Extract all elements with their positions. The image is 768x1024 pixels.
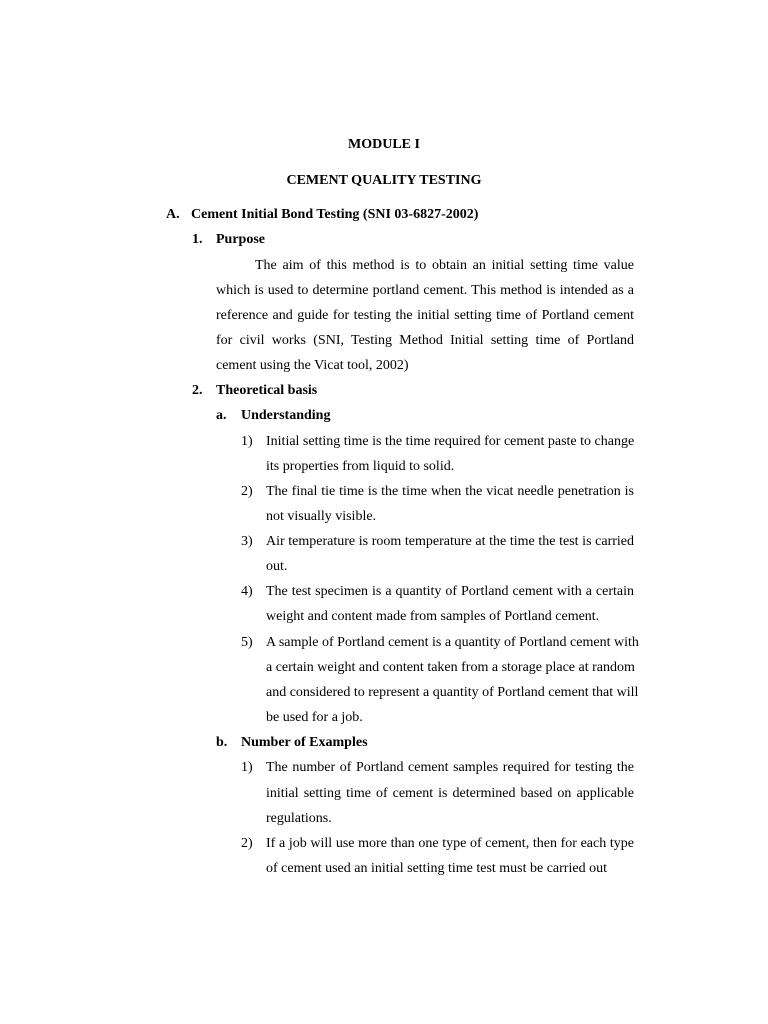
purpose-line: which is used to determine portland cement. This method is intended as a	[216, 283, 634, 298]
purpose-line: reference and guide for testing the initial setting time of Portland cement	[216, 308, 634, 323]
section-a-marker: A.	[166, 207, 180, 222]
list-item-number: 1)	[241, 434, 253, 449]
understanding-marker: a.	[216, 408, 227, 423]
examples-marker: b.	[216, 735, 228, 750]
theory-marker: 2.	[192, 383, 203, 398]
module-title: MODULE I	[348, 137, 420, 152]
list-item-line: its properties from liquid to solid.	[266, 459, 455, 474]
theory-heading: Theoretical basis	[216, 383, 318, 398]
list-item-line: Initial setting time is the time required for cement paste to change	[266, 434, 635, 449]
purpose-heading: Purpose	[216, 232, 265, 247]
list-item-line: The final tie time is the time when the vicat needle penetration is	[266, 484, 634, 499]
list-item-number: 2)	[241, 836, 253, 851]
list-item-number: 1)	[241, 760, 253, 775]
list-item-line: initial setting time of cement is determined based on applicable	[266, 786, 634, 801]
list-item-line: and considered to represent a quantity of Portland cement that will	[266, 685, 639, 700]
list-item-line: out.	[266, 559, 288, 574]
list-item-line: regulations.	[266, 811, 332, 826]
list-item-line: If a job will use more than one type of cement, then for each type	[266, 836, 634, 851]
section-title: CEMENT QUALITY TESTING	[286, 173, 482, 188]
section-a-heading: Cement Initial Bond Testing (SNI 03-6827-2002)	[191, 207, 479, 222]
list-item-line: a certain weight and content taken from a storage place at random	[266, 660, 635, 675]
list-item-line: weight and content made from samples of Portland cement.	[266, 609, 600, 624]
list-item-number: 3)	[241, 534, 253, 549]
list-item-line: be used for a job.	[266, 710, 363, 725]
purpose-line: for civil works (SNI, Testing Method Initial setting time of Portland	[216, 333, 634, 348]
list-item-line: of cement used an initial setting time test must be carried out	[266, 861, 607, 876]
list-item-line: The number of Portland cement samples required for testing the	[266, 760, 634, 775]
purpose-line: The aim of this method is to obtain an initial setting time value	[255, 258, 634, 273]
purpose-line: cement using the Vicat tool, 2002)	[216, 358, 409, 373]
list-item-number: 4)	[241, 584, 253, 599]
understanding-heading: Understanding	[241, 408, 331, 423]
purpose-marker: 1.	[192, 232, 203, 247]
list-item-line: A sample of Portland cement is a quantity of Portland cement with	[266, 635, 639, 650]
list-item-line: The test specimen is a quantity of Portland cement with a certain	[266, 584, 634, 599]
list-item-number: 2)	[241, 484, 253, 499]
list-item-line: not visually visible.	[266, 509, 377, 524]
list-item-line: Air temperature is room temperature at the time the test is carried	[266, 534, 634, 549]
list-item-number: 5)	[241, 635, 253, 650]
examples-heading: Number of Examples	[241, 735, 368, 750]
